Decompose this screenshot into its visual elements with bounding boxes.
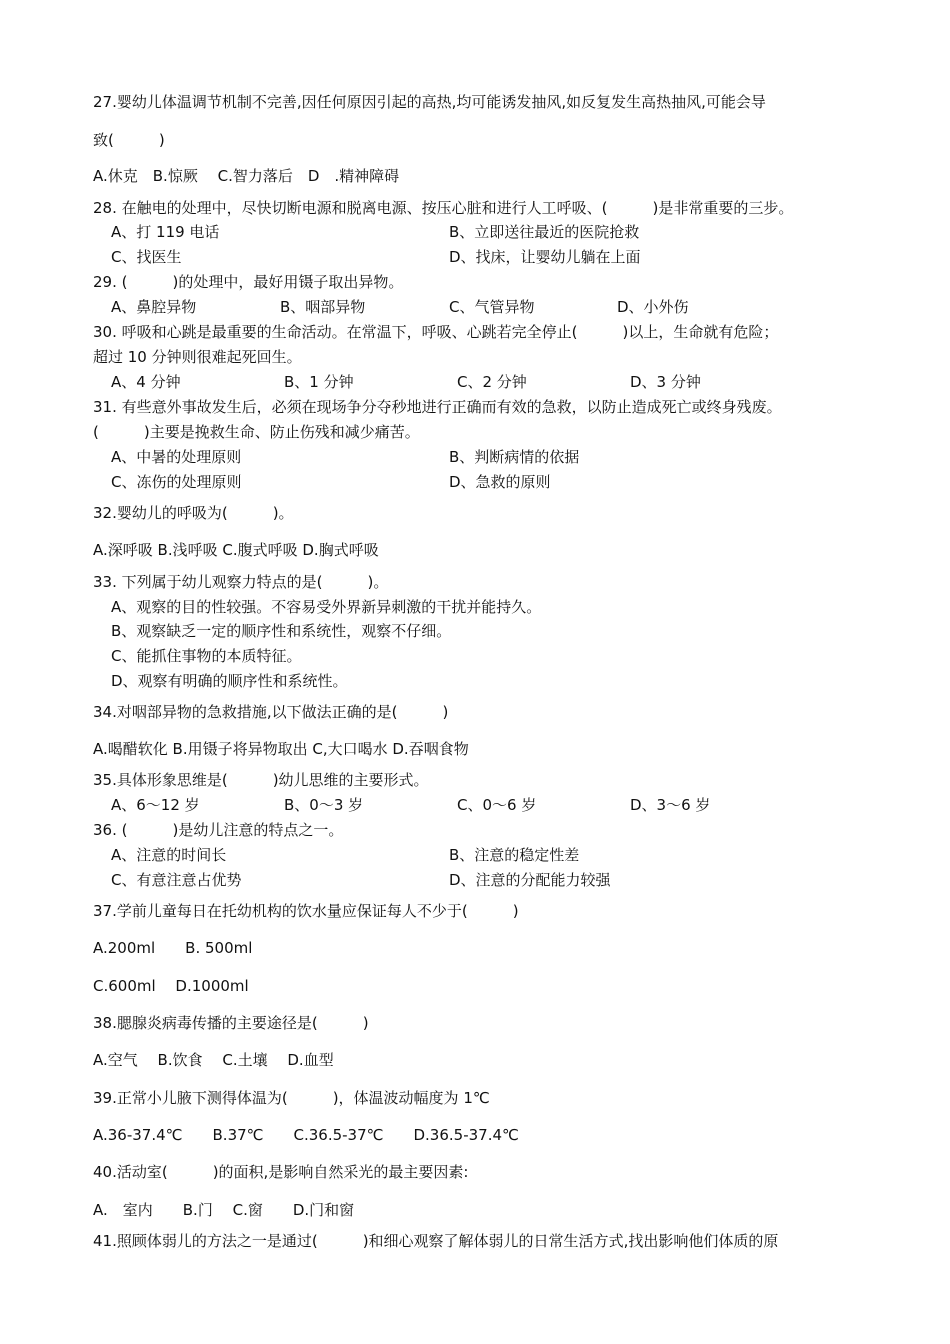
question-33-stem: 33. 下列属于幼儿观察力特点的是( )。 [93, 573, 389, 591]
question-32-options: A.深呼吸 B.浅呼吸 C.腹式呼吸 D.胸式呼吸 [93, 541, 379, 559]
option-33-d: D、观察有明确的顺序性和系统性。 [111, 672, 348, 690]
question-41-stem: 41.照顾体弱儿的方法之一是通过( )和细心观察了解体弱儿的日常生活方式,找出影响他们体质的原 [93, 1232, 779, 1250]
question-39-stem: 39.正常小儿腋下测得体温为( )，体温波动幅度为 1℃ [93, 1089, 490, 1107]
question-32-stem: 32.婴幼儿的呼吸为( )。 [93, 504, 294, 522]
option-31-d: D、急救的原则 [449, 473, 551, 491]
option-33-c: C、能抓住事物的本质特征。 [111, 647, 302, 665]
option-28-b: B、立即送往最近的医院抢救 [449, 223, 640, 241]
option-30-b: B、1 分钟 [284, 373, 354, 391]
question-30-stem-cont: 超过 10 分钟则很难起死回生。 [93, 348, 302, 366]
question-34-stem: 34.对咽部异物的急救措施,以下做法正确的是( ) [93, 703, 449, 721]
option-33-a: A、观察的目的性较强。不容易受外界新异刺激的干扰并能持久。 [111, 598, 542, 616]
question-31-stem-cont: ( )主要是挽救生命、防止伤残和减少痛苦。 [93, 423, 420, 441]
option-35-b: B、0～3 岁 [284, 796, 364, 814]
question-35-stem: 35.具体形象思维是( )幼儿思维的主要形式。 [93, 771, 429, 789]
option-29-c: C、气管异物 [449, 298, 535, 316]
question-29-stem: 29. ( )的处理中，最好用镊子取出异物。 [93, 273, 404, 291]
option-30-d: D、3 分钟 [630, 373, 701, 391]
option-36-c: C、有意注意占优势 [111, 871, 242, 889]
option-31-a: A、中暑的处理原则 [111, 448, 242, 466]
option-29-d: D、小外伤 [617, 298, 689, 316]
question-39-options: A.36-37.4℃ B.37℃ C.36.5-37℃ D.36.5-37.4℃ [93, 1126, 519, 1144]
question-37-stem: 37.学前儿童每日在托幼机构的饮水量应保证每人不少于( ) [93, 902, 519, 920]
option-29-a: A、鼻腔异物 [111, 298, 197, 316]
question-40-options: A. 室内 B.门 C.窗 D.门和窗 [93, 1201, 355, 1219]
question-36-stem: 36. ( )是幼儿注意的特点之一。 [93, 821, 344, 839]
option-28-a: A、打 119 电话 [111, 223, 220, 241]
question-37-options-ab: A.200ml B. 500ml [93, 939, 253, 957]
option-31-b: B、判断病情的依据 [449, 448, 580, 466]
option-31-c: C、冻伤的处理原则 [111, 473, 242, 491]
option-36-b: B、注意的稳定性差 [449, 846, 580, 864]
question-28-stem: 28. 在触电的处理中，尽快切断电源和脱离电源、按压心脏和进行人工呼吸、( )是非常重要的三步。 [93, 199, 794, 217]
question-37-options-cd: C.600ml D.1000ml [93, 977, 249, 995]
question-27-options: A.休克 B.惊厥 C.智力落后 D .精神障碍 [93, 167, 400, 185]
option-29-b: B、咽部异物 [280, 298, 366, 316]
question-30-stem: 30. 呼吸和心跳是最重要的生命活动。在常温下，呼吸、心跳若完全停止( )以上，生命就有危险； [93, 323, 779, 341]
question-34-options: A.喝醋软化 B.用镊子将异物取出 C,大口喝水 D.吞咽食物 [93, 740, 469, 758]
question-31-stem: 31. 有些意外事故发生后，必须在现场争分夺秒地进行正确而有效的急救，以防止造成死亡或终身残废。 [93, 398, 782, 416]
question-40-stem: 40.活动室( )的面积,是影响自然采光的最主要因素: [93, 1163, 469, 1181]
question-27-stem: 27.婴幼儿体温调节机制不完善,因任何原因引起的高热,均可能诱发抽风,如反复发生高热抽风,可能会导 [93, 93, 766, 111]
question-38-stem: 38.腮腺炎病毒传播的主要途径是( ) [93, 1014, 369, 1032]
option-36-a: A、注意的时间长 [111, 846, 227, 864]
question-27-stem-cont: 致( ) [93, 131, 165, 149]
option-33-b: B、观察缺乏一定的顺序性和系统性，观察不仔细。 [111, 622, 452, 640]
option-30-a: A、4 分钟 [111, 373, 181, 391]
option-35-a: A、6～12 岁 [111, 796, 200, 814]
option-28-c: C、找医生 [111, 248, 182, 266]
option-35-c: C、0～6 岁 [457, 796, 537, 814]
option-36-d: D、注意的分配能力较强 [449, 871, 611, 889]
option-28-d: D、找床，让婴幼儿躺在上面 [449, 248, 641, 266]
question-38-options: A.空气 B.饮食 C.土壤 D.血型 [93, 1051, 334, 1069]
option-35-d: D、3～6 岁 [630, 796, 711, 814]
option-30-c: C、2 分钟 [457, 373, 527, 391]
